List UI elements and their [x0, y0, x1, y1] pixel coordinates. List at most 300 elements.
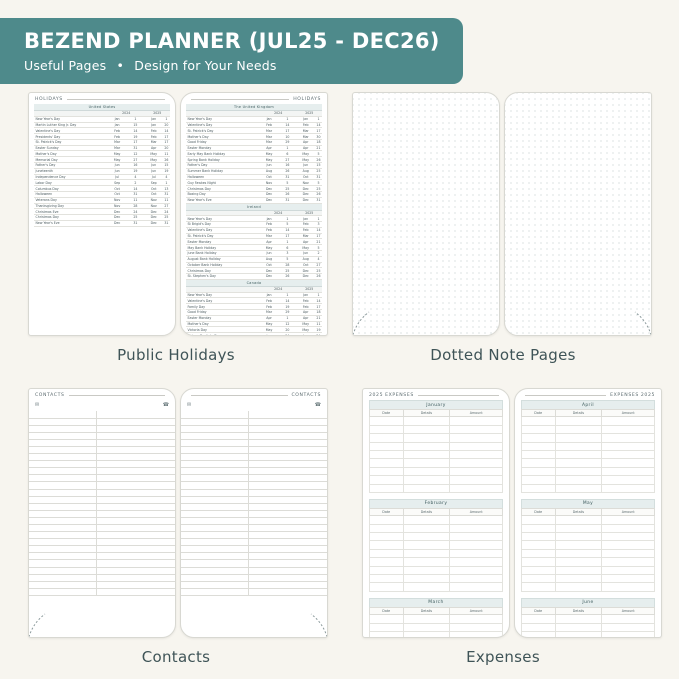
contact-detail-cell[interactable]: [96, 432, 175, 439]
contact-name-cell[interactable]: [181, 461, 248, 468]
contact-detail-cell[interactable]: [96, 574, 175, 581]
expense-cell[interactable]: [450, 623, 503, 631]
expense-cell[interactable]: [522, 434, 556, 442]
expense-row[interactable]: [370, 583, 503, 591]
expense-row[interactable]: [370, 623, 503, 631]
contact-detail-cell[interactable]: [248, 418, 327, 425]
contact-row[interactable]: [181, 425, 327, 432]
expense-cell[interactable]: [555, 541, 602, 549]
contact-name-cell[interactable]: [181, 588, 248, 595]
contact-name-cell[interactable]: [181, 546, 248, 553]
expense-cell[interactable]: [522, 623, 556, 631]
contact-detail-cell[interactable]: [248, 574, 327, 581]
contact-name-cell[interactable]: [181, 574, 248, 581]
contact-name-cell[interactable]: [181, 482, 248, 489]
contact-row[interactable]: [181, 581, 327, 588]
expense-cell[interactable]: [370, 467, 404, 475]
contact-detail-cell[interactable]: [96, 475, 175, 482]
expense-row[interactable]: [522, 575, 655, 583]
contact-name-cell[interactable]: [29, 510, 96, 517]
expense-row[interactable]: [522, 425, 655, 433]
contact-row[interactable]: [181, 567, 327, 574]
contact-name-cell[interactable]: [181, 418, 248, 425]
contact-name-cell[interactable]: [29, 482, 96, 489]
expense-cell[interactable]: [403, 615, 450, 623]
contact-name-cell[interactable]: [181, 539, 248, 546]
expense-cell[interactable]: [450, 583, 503, 591]
expense-row[interactable]: [370, 549, 503, 557]
expense-cell[interactable]: [602, 623, 655, 631]
expense-cell[interactable]: [370, 524, 404, 532]
expense-cell[interactable]: [403, 484, 450, 492]
expense-cell[interactable]: [450, 558, 503, 566]
contact-name-cell[interactable]: [29, 546, 96, 553]
contact-detail-cell[interactable]: [248, 489, 327, 496]
contact-row[interactable]: [29, 411, 175, 418]
contact-detail-cell[interactable]: [248, 503, 327, 510]
expense-cell[interactable]: [450, 467, 503, 475]
expense-cell[interactable]: [555, 575, 602, 583]
expense-cell[interactable]: [602, 524, 655, 532]
contact-detail-cell[interactable]: [248, 482, 327, 489]
expense-cell[interactable]: [522, 615, 556, 623]
expense-row[interactable]: [370, 631, 503, 638]
expense-row[interactable]: [522, 516, 655, 524]
contact-row[interactable]: [181, 446, 327, 453]
expense-cell[interactable]: [370, 615, 404, 623]
contact-name-cell[interactable]: [181, 553, 248, 560]
contact-detail-cell[interactable]: [248, 517, 327, 524]
contact-row[interactable]: [181, 418, 327, 425]
expense-cell[interactable]: [522, 549, 556, 557]
expense-cell[interactable]: [450, 575, 503, 583]
expense-row[interactable]: [522, 631, 655, 638]
expense-row[interactable]: [370, 484, 503, 492]
contact-detail-cell[interactable]: [248, 581, 327, 588]
expense-cell[interactable]: [555, 524, 602, 532]
expense-cell[interactable]: [450, 484, 503, 492]
contact-name-cell[interactable]: [29, 517, 96, 524]
contact-detail-cell[interactable]: [96, 461, 175, 468]
expense-row[interactable]: [522, 442, 655, 450]
contact-row[interactable]: [181, 468, 327, 475]
contact-name-cell[interactable]: [29, 496, 96, 503]
expense-cell[interactable]: [602, 583, 655, 591]
expense-row[interactable]: [370, 566, 503, 574]
contact-row[interactable]: [29, 482, 175, 489]
contact-name-cell[interactable]: [29, 418, 96, 425]
contact-name-cell[interactable]: [181, 432, 248, 439]
contact-detail-cell[interactable]: [248, 475, 327, 482]
contact-detail-cell[interactable]: [248, 461, 327, 468]
contact-name-cell[interactable]: [181, 532, 248, 539]
contact-detail-cell[interactable]: [248, 546, 327, 553]
expense-cell[interactable]: [555, 583, 602, 591]
expense-cell[interactable]: [450, 476, 503, 484]
expense-cell[interactable]: [403, 575, 450, 583]
contact-row[interactable]: [29, 539, 175, 546]
expense-cell[interactable]: [403, 476, 450, 484]
expense-cell[interactable]: [403, 450, 450, 458]
contact-row[interactable]: [181, 532, 327, 539]
contact-name-cell[interactable]: [29, 439, 96, 446]
contact-row[interactable]: [181, 439, 327, 446]
expense-cell[interactable]: [450, 524, 503, 532]
contact-detail-cell[interactable]: [96, 588, 175, 595]
contact-row[interactable]: [181, 503, 327, 510]
contact-row[interactable]: [29, 454, 175, 461]
contact-detail-cell[interactable]: [248, 446, 327, 453]
contact-row[interactable]: [181, 482, 327, 489]
contact-row[interactable]: [29, 546, 175, 553]
contact-name-cell[interactable]: [29, 588, 96, 595]
expense-cell[interactable]: [522, 566, 556, 574]
contact-row[interactable]: [181, 546, 327, 553]
contact-detail-cell[interactable]: [96, 503, 175, 510]
contact-detail-cell[interactable]: [248, 532, 327, 539]
contact-detail-cell[interactable]: [248, 539, 327, 546]
contact-detail-cell[interactable]: [96, 439, 175, 446]
contact-name-cell[interactable]: [181, 454, 248, 461]
contact-row[interactable]: [29, 418, 175, 425]
expense-cell[interactable]: [602, 476, 655, 484]
contact-name-cell[interactable]: [29, 489, 96, 496]
contact-row[interactable]: [29, 432, 175, 439]
contact-detail-cell[interactable]: [248, 468, 327, 475]
contact-name-cell[interactable]: [181, 510, 248, 517]
contact-name-cell[interactable]: [181, 525, 248, 532]
expense-row[interactable]: [370, 615, 503, 623]
expense-row[interactable]: [522, 524, 655, 532]
contact-name-cell[interactable]: [29, 411, 96, 418]
contact-detail-cell[interactable]: [248, 411, 327, 418]
expense-cell[interactable]: [602, 516, 655, 524]
contact-row[interactable]: [29, 560, 175, 567]
expense-cell[interactable]: [403, 417, 450, 425]
expense-cell[interactable]: [522, 631, 556, 638]
expense-cell[interactable]: [555, 442, 602, 450]
expense-row[interactable]: [522, 558, 655, 566]
contact-row[interactable]: [181, 517, 327, 524]
expense-cell[interactable]: [602, 417, 655, 425]
expense-cell[interactable]: [370, 484, 404, 492]
contact-detail-cell[interactable]: [248, 496, 327, 503]
contact-name-cell[interactable]: [181, 496, 248, 503]
expense-cell[interactable]: [555, 425, 602, 433]
contact-name-cell[interactable]: [29, 525, 96, 532]
contact-detail-cell[interactable]: [248, 588, 327, 595]
contact-row[interactable]: [29, 574, 175, 581]
expense-cell[interactable]: [370, 575, 404, 583]
expense-cell[interactable]: [450, 533, 503, 541]
expense-cell[interactable]: [555, 417, 602, 425]
expense-row[interactable]: [522, 434, 655, 442]
contact-row[interactable]: [181, 454, 327, 461]
contact-name-cell[interactable]: [181, 489, 248, 496]
expense-row[interactable]: [370, 575, 503, 583]
expense-cell[interactable]: [370, 541, 404, 549]
expense-cell[interactable]: [403, 425, 450, 433]
expense-cell[interactable]: [403, 434, 450, 442]
expense-cell[interactable]: [555, 516, 602, 524]
contact-row[interactable]: [181, 539, 327, 546]
contact-detail-cell[interactable]: [248, 439, 327, 446]
contact-row[interactable]: [29, 567, 175, 574]
expense-row[interactable]: [370, 533, 503, 541]
expense-cell[interactable]: [370, 417, 404, 425]
expense-cell[interactable]: [522, 516, 556, 524]
expense-cell[interactable]: [403, 467, 450, 475]
expense-cell[interactable]: [450, 615, 503, 623]
contact-detail-cell[interactable]: [96, 532, 175, 539]
contact-row[interactable]: [29, 581, 175, 588]
expense-cell[interactable]: [555, 566, 602, 574]
expense-cell[interactable]: [602, 566, 655, 574]
expense-row[interactable]: [522, 615, 655, 623]
expense-cell[interactable]: [522, 484, 556, 492]
expense-cell[interactable]: [522, 459, 556, 467]
contact-detail-cell[interactable]: [248, 425, 327, 432]
contact-detail-cell[interactable]: [96, 560, 175, 567]
expense-cell[interactable]: [370, 583, 404, 591]
contact-name-cell[interactable]: [181, 581, 248, 588]
contact-name-cell[interactable]: [181, 475, 248, 482]
expense-cell[interactable]: [602, 484, 655, 492]
expense-cell[interactable]: [403, 459, 450, 467]
contact-name-cell[interactable]: [29, 461, 96, 468]
contact-detail-cell[interactable]: [96, 546, 175, 553]
contact-name-cell[interactable]: [29, 560, 96, 567]
contact-detail-cell[interactable]: [248, 560, 327, 567]
contact-detail-cell[interactable]: [248, 432, 327, 439]
contact-detail-cell[interactable]: [96, 454, 175, 461]
contact-name-cell[interactable]: [29, 468, 96, 475]
expense-cell[interactable]: [522, 450, 556, 458]
expense-cell[interactable]: [450, 631, 503, 638]
contact-name-cell[interactable]: [181, 446, 248, 453]
contact-name-cell[interactable]: [181, 560, 248, 567]
expense-cell[interactable]: [555, 476, 602, 484]
expense-cell[interactable]: [370, 459, 404, 467]
expense-cell[interactable]: [555, 558, 602, 566]
expense-cell[interactable]: [403, 558, 450, 566]
expense-row[interactable]: [370, 476, 503, 484]
expense-cell[interactable]: [370, 566, 404, 574]
expense-cell[interactable]: [370, 434, 404, 442]
contact-name-cell[interactable]: [181, 567, 248, 574]
expense-row[interactable]: [370, 417, 503, 425]
contact-row[interactable]: [181, 588, 327, 595]
expense-cell[interactable]: [403, 524, 450, 532]
contact-row[interactable]: [29, 489, 175, 496]
expense-row[interactable]: [370, 425, 503, 433]
contact-row[interactable]: [29, 439, 175, 446]
contact-detail-cell[interactable]: [248, 567, 327, 574]
expense-row[interactable]: [522, 459, 655, 467]
expense-row[interactable]: [522, 541, 655, 549]
expense-cell[interactable]: [450, 459, 503, 467]
expense-row[interactable]: [370, 459, 503, 467]
expense-cell[interactable]: [522, 583, 556, 591]
contact-row[interactable]: [181, 560, 327, 567]
contact-detail-cell[interactable]: [96, 525, 175, 532]
contact-row[interactable]: [181, 574, 327, 581]
contact-detail-cell[interactable]: [248, 525, 327, 532]
expense-cell[interactable]: [403, 541, 450, 549]
contact-detail-cell[interactable]: [96, 425, 175, 432]
expense-row[interactable]: [370, 516, 503, 524]
expense-cell[interactable]: [370, 533, 404, 541]
contact-name-cell[interactable]: [29, 532, 96, 539]
contact-name-cell[interactable]: [29, 581, 96, 588]
expense-row[interactable]: [522, 484, 655, 492]
contact-row[interactable]: [29, 446, 175, 453]
contact-detail-cell[interactable]: [96, 468, 175, 475]
contact-name-cell[interactable]: [181, 439, 248, 446]
expense-cell[interactable]: [403, 442, 450, 450]
contact-row[interactable]: [181, 475, 327, 482]
expense-cell[interactable]: [522, 467, 556, 475]
expense-cell[interactable]: [450, 450, 503, 458]
contact-detail-cell[interactable]: [96, 567, 175, 574]
contact-row[interactable]: [181, 496, 327, 503]
contact-row[interactable]: [29, 425, 175, 432]
contact-name-cell[interactable]: [29, 446, 96, 453]
expense-cell[interactable]: [555, 533, 602, 541]
expense-row[interactable]: [522, 583, 655, 591]
expense-cell[interactable]: [450, 425, 503, 433]
expense-cell[interactable]: [522, 476, 556, 484]
contact-detail-cell[interactable]: [248, 454, 327, 461]
expense-cell[interactable]: [370, 442, 404, 450]
expense-cell[interactable]: [555, 623, 602, 631]
expense-row[interactable]: [522, 467, 655, 475]
expense-cell[interactable]: [602, 549, 655, 557]
expense-cell[interactable]: [602, 541, 655, 549]
contact-detail-cell[interactable]: [248, 510, 327, 517]
contact-name-cell[interactable]: [29, 503, 96, 510]
expense-cell[interactable]: [370, 516, 404, 524]
expense-row[interactable]: [522, 417, 655, 425]
contact-row[interactable]: [181, 411, 327, 418]
contact-row[interactable]: [29, 468, 175, 475]
expense-cell[interactable]: [522, 575, 556, 583]
contact-row[interactable]: [181, 553, 327, 560]
contact-row[interactable]: [29, 532, 175, 539]
contact-row[interactable]: [181, 510, 327, 517]
expense-cell[interactable]: [555, 484, 602, 492]
expense-cell[interactable]: [370, 558, 404, 566]
expense-cell[interactable]: [450, 442, 503, 450]
contact-name-cell[interactable]: [181, 517, 248, 524]
contact-name-cell[interactable]: [29, 425, 96, 432]
contact-name-cell[interactable]: [181, 468, 248, 475]
expense-cell[interactable]: [555, 549, 602, 557]
expense-cell[interactable]: [370, 476, 404, 484]
expense-row[interactable]: [522, 533, 655, 541]
expense-row[interactable]: [370, 450, 503, 458]
expense-cell[interactable]: [403, 516, 450, 524]
expense-cell[interactable]: [555, 434, 602, 442]
expense-cell[interactable]: [522, 442, 556, 450]
expense-cell[interactable]: [602, 450, 655, 458]
contact-name-cell[interactable]: [181, 425, 248, 432]
expense-cell[interactable]: [602, 459, 655, 467]
expense-cell[interactable]: [602, 442, 655, 450]
expense-cell[interactable]: [602, 558, 655, 566]
expense-cell[interactable]: [450, 541, 503, 549]
expense-cell[interactable]: [450, 434, 503, 442]
expense-cell[interactable]: [602, 425, 655, 433]
contact-row[interactable]: [181, 432, 327, 439]
expense-cell[interactable]: [370, 450, 404, 458]
expense-cell[interactable]: [522, 541, 556, 549]
expense-cell[interactable]: [403, 623, 450, 631]
contact-detail-cell[interactable]: [96, 517, 175, 524]
contact-name-cell[interactable]: [29, 567, 96, 574]
contact-row[interactable]: [181, 461, 327, 468]
expense-cell[interactable]: [555, 467, 602, 475]
expense-cell[interactable]: [522, 425, 556, 433]
contact-name-cell[interactable]: [29, 553, 96, 560]
expense-cell[interactable]: [403, 533, 450, 541]
contact-detail-cell[interactable]: [248, 553, 327, 560]
expense-cell[interactable]: [555, 459, 602, 467]
expense-cell[interactable]: [602, 533, 655, 541]
expense-cell[interactable]: [450, 417, 503, 425]
expense-row[interactable]: [370, 442, 503, 450]
contact-name-cell[interactable]: [29, 432, 96, 439]
expense-cell[interactable]: [370, 549, 404, 557]
expense-row[interactable]: [522, 476, 655, 484]
expense-cell[interactable]: [522, 558, 556, 566]
contact-detail-cell[interactable]: [96, 553, 175, 560]
expense-row[interactable]: [522, 450, 655, 458]
expense-row[interactable]: [522, 566, 655, 574]
expense-row[interactable]: [370, 467, 503, 475]
contact-name-cell[interactable]: [181, 411, 248, 418]
expense-cell[interactable]: [602, 631, 655, 638]
contact-row[interactable]: [29, 525, 175, 532]
expense-row[interactable]: [370, 558, 503, 566]
expense-cell[interactable]: [522, 524, 556, 532]
contact-name-cell[interactable]: [29, 454, 96, 461]
expense-cell[interactable]: [555, 450, 602, 458]
expense-cell[interactable]: [555, 615, 602, 623]
expense-cell[interactable]: [403, 631, 450, 638]
contact-row[interactable]: [29, 517, 175, 524]
expense-cell[interactable]: [602, 575, 655, 583]
expense-cell[interactable]: [602, 434, 655, 442]
expense-cell[interactable]: [450, 549, 503, 557]
expense-cell[interactable]: [403, 549, 450, 557]
contact-name-cell[interactable]: [29, 539, 96, 546]
contact-row[interactable]: [181, 489, 327, 496]
contact-detail-cell[interactable]: [96, 489, 175, 496]
contact-detail-cell[interactable]: [96, 482, 175, 489]
contact-row[interactable]: [29, 461, 175, 468]
expense-row[interactable]: [522, 623, 655, 631]
contact-row[interactable]: [29, 510, 175, 517]
contact-row[interactable]: [181, 525, 327, 532]
contact-detail-cell[interactable]: [96, 411, 175, 418]
contact-row[interactable]: [29, 496, 175, 503]
expense-cell[interactable]: [403, 566, 450, 574]
expense-cell[interactable]: [370, 425, 404, 433]
contact-name-cell[interactable]: [29, 574, 96, 581]
contact-detail-cell[interactable]: [96, 446, 175, 453]
contact-row[interactable]: [29, 588, 175, 595]
